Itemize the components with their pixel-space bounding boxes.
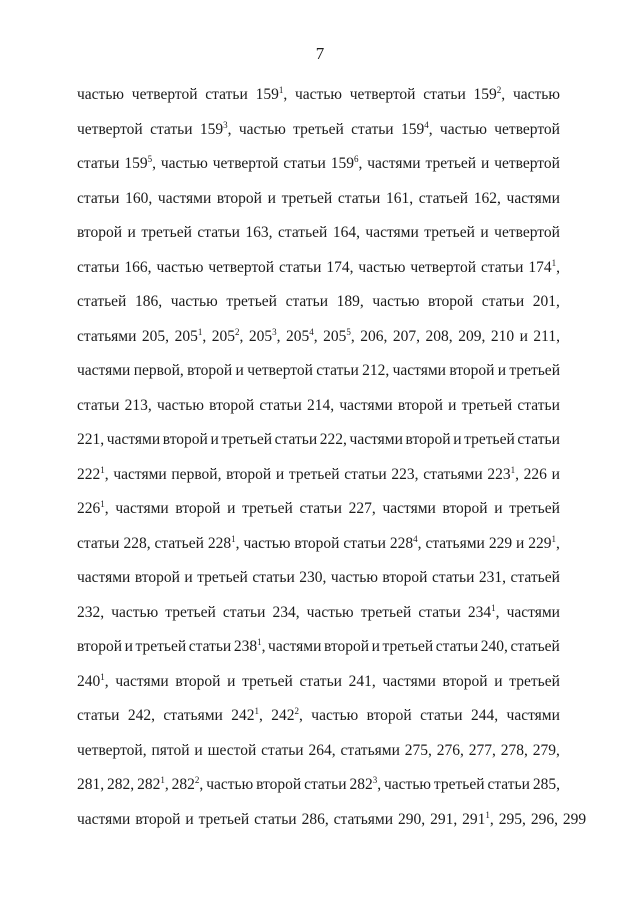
text-word: второй: [226, 465, 272, 483]
text-word: и: [267, 189, 276, 207]
text-word: частями: [115, 500, 169, 517]
text-word: $159^3$,: [199, 119, 232, 138]
text-word: частями: [506, 603, 560, 621]
text-word: статьи: [205, 86, 248, 103]
text-word: статьи: [77, 189, 120, 207]
text-word: $282^1$,: [137, 775, 169, 793]
text-word: статьи: [259, 396, 302, 414]
text-word: статьи: [77, 707, 120, 724]
text-line: [77, 630, 560, 665]
text-word: статьи: [316, 362, 359, 379]
text-word: статьями: [340, 741, 400, 759]
text-word: $159^2$,: [473, 85, 506, 103]
text-word: статьи: [274, 431, 318, 448]
text-word: 221,: [77, 431, 105, 448]
text-word: и: [185, 810, 194, 828]
text-word: 209,: [458, 327, 486, 345]
text-word: $205^1$,: [174, 326, 207, 345]
text-word: второй: [382, 569, 428, 586]
text-word: $282^2$,: [171, 775, 204, 793]
text-line: [77, 768, 560, 803]
text-word: 223,: [391, 465, 419, 483]
page-number: 7: [315, 44, 325, 63]
text-line: [77, 561, 560, 596]
text-word: 264,: [308, 741, 336, 759]
text-line: [77, 182, 560, 217]
text-word: и: [194, 741, 203, 759]
text-word: пятой: [151, 741, 190, 759]
text-word: статьи: [150, 120, 193, 138]
body-text: [77, 78, 587, 837]
text-word: третьей: [382, 638, 434, 655]
text-word: статьи: [517, 431, 560, 448]
text-word: частями: [349, 431, 403, 448]
text-word: статьями: [163, 707, 223, 724]
text-word: 163,: [245, 224, 273, 241]
text-word: второй: [366, 707, 412, 724]
text-word: и: [448, 396, 457, 414]
text-word: статьи: [351, 120, 394, 138]
text-word: 240,: [480, 638, 508, 655]
text-word: $174^1$,: [528, 257, 560, 276]
text-word: $223^1$,: [487, 464, 519, 483]
text-word: статьи: [77, 396, 120, 414]
text-word: 234,: [272, 603, 300, 621]
text-word: второй: [175, 500, 221, 517]
text-word: статьи: [481, 293, 525, 310]
text-word: 210: [490, 327, 515, 345]
text-word: третьей: [288, 465, 340, 483]
text-word: 285,: [532, 776, 560, 793]
text-word: второй: [77, 224, 123, 241]
text-word: 227,: [348, 500, 376, 517]
text-word: 222,: [319, 431, 347, 448]
text-word: третьей: [135, 638, 187, 655]
text-word: 189,: [336, 293, 364, 310]
text-word: четвертой: [131, 86, 198, 103]
text-word: частями: [382, 500, 436, 517]
text-word: и: [235, 362, 244, 379]
text-word: третьей: [425, 155, 477, 172]
text-word: третьей: [424, 224, 475, 241]
text-word: и: [227, 500, 236, 517]
text-word: 207,: [392, 327, 421, 345]
text-word: 186,: [134, 293, 163, 310]
text-word: статьи: [344, 465, 387, 483]
text-word: и: [494, 500, 503, 517]
text-word: статьи: [487, 776, 530, 793]
text-word: второй: [209, 396, 255, 414]
text-word: статьи: [337, 189, 381, 207]
text-line: [77, 216, 560, 251]
text-word: третьей: [141, 224, 192, 241]
text-word: четвертой: [349, 86, 416, 103]
text-word: третьей: [360, 603, 412, 621]
text-word: статьи: [77, 155, 120, 172]
text-word: статьи: [418, 603, 461, 621]
text-word: 282,: [107, 776, 135, 793]
text-word: $229^1$,: [528, 533, 560, 552]
text-word: 162,: [473, 189, 501, 207]
text-word: $282^3$,: [349, 775, 382, 793]
text-word: частями: [382, 672, 436, 690]
text-word: третьей: [165, 603, 216, 621]
text-word: третьей: [281, 189, 333, 207]
text-word: частями: [77, 569, 131, 586]
text-word: второй: [216, 189, 262, 207]
text-word: четвертой: [212, 155, 279, 172]
text-word: частями: [392, 362, 446, 379]
text-word: четвертой: [410, 258, 477, 276]
text-word: 296,: [530, 810, 558, 828]
text-word: $205^5$,: [323, 326, 355, 345]
text-line: [77, 285, 560, 320]
text-word: $228^4$,: [389, 533, 422, 552]
text-word: частью: [311, 707, 359, 724]
text-word: четвертой: [247, 362, 313, 379]
text-word: и: [124, 638, 133, 655]
text-word: второй: [449, 362, 495, 379]
text-line: [77, 78, 560, 113]
text-line: [77, 147, 560, 182]
text-word: 275,: [404, 741, 432, 759]
text-word: $242^1$,: [231, 706, 263, 724]
text-word: второй: [187, 362, 233, 379]
text-word: 281,: [77, 776, 105, 793]
text-word: третьей: [226, 293, 277, 310]
text-word: и: [480, 224, 489, 241]
text-word: 174,: [326, 258, 354, 276]
text-word: частями: [367, 155, 421, 172]
text-word: статьи: [278, 258, 322, 276]
text-word: частью: [160, 155, 208, 172]
text-word: первой,: [171, 465, 222, 483]
text-word: 279,: [532, 741, 560, 759]
text-line: [77, 389, 560, 424]
text-word: и: [371, 638, 380, 655]
text-word: статьи: [261, 741, 304, 759]
text-word: третьей: [461, 396, 513, 414]
text-word: второй: [77, 638, 123, 655]
text-word: и: [516, 534, 525, 552]
text-word: 231,: [478, 569, 507, 586]
text-word: 213,: [124, 396, 152, 414]
text-word: 201,: [532, 293, 560, 310]
text-word: 229: [488, 534, 513, 552]
text-word: частью: [156, 258, 204, 276]
text-word: статьей: [510, 569, 560, 586]
text-word: 164,: [332, 224, 360, 241]
text-word: частью: [439, 120, 487, 138]
text-word: частями: [113, 465, 167, 483]
text-word: $291^1$,: [462, 809, 494, 828]
text-word: третьей: [433, 776, 485, 793]
text-word: четвертой: [494, 155, 560, 172]
text-word: 166,: [124, 258, 152, 276]
text-word: $159^6$,: [330, 154, 363, 172]
text-word: статьей: [77, 293, 127, 310]
text-word: частью: [206, 776, 254, 793]
text-word: статьями: [333, 810, 394, 828]
text-word: статьей: [510, 638, 560, 655]
text-word: $205^4$,: [285, 326, 318, 345]
text-word: 244,: [471, 707, 499, 724]
text-word: 295,: [498, 810, 526, 828]
text-word: статьей: [154, 534, 204, 552]
text-word: статьей: [418, 189, 469, 207]
text-word: 232,: [77, 603, 105, 621]
text-word: 208,: [425, 327, 453, 345]
text-line: [77, 113, 560, 148]
text-word: $222^1$,: [77, 464, 109, 483]
text-word: и: [551, 465, 560, 483]
text-word: и: [497, 362, 507, 379]
text-word: частями: [115, 672, 169, 690]
text-word: частью: [512, 86, 560, 103]
text-word: шестой: [207, 741, 257, 759]
text-word: первой,: [133, 362, 184, 379]
text-word: 211,: [533, 327, 560, 345]
text-word: 299: [562, 810, 587, 828]
text-word: 277,: [468, 741, 496, 759]
text-word: частями: [339, 396, 393, 414]
text-word: 290,: [398, 810, 426, 828]
text-word: $205^2$,: [211, 326, 244, 345]
text-word: статьи: [252, 569, 295, 586]
text-line: [77, 354, 560, 389]
text-word: статьи: [285, 293, 329, 310]
text-word: третьей: [242, 500, 293, 517]
text-word: и: [453, 431, 462, 448]
text-word: $228^1$,: [207, 533, 240, 552]
text-word: четвертой,: [77, 741, 147, 759]
text-line: [77, 320, 560, 355]
text-line: [77, 596, 560, 631]
text-line: [77, 458, 560, 493]
text-line: [77, 423, 560, 458]
text-word: частью: [111, 603, 159, 621]
text-word: статьи: [343, 534, 386, 552]
text-word: частью: [238, 120, 286, 138]
text-word: частью: [243, 534, 291, 552]
text-word: и: [227, 672, 236, 690]
text-word: частями: [268, 638, 322, 655]
text-word: 286,: [301, 810, 329, 828]
text-word: 206,: [360, 327, 388, 345]
text-line: [77, 527, 560, 562]
text-word: частями: [157, 189, 212, 207]
text-word: второй: [442, 672, 488, 690]
text-word: и: [275, 465, 285, 483]
text-word: статьи: [420, 707, 463, 724]
text-word: третьей: [242, 672, 293, 690]
text-word: и: [184, 569, 193, 586]
text-word: 278,: [500, 741, 528, 759]
text-line: [77, 492, 560, 527]
text-word: $159^5$,: [124, 154, 156, 172]
text-word: и: [481, 155, 490, 172]
text-word: второй: [397, 396, 443, 414]
text-word: 214,: [307, 396, 335, 414]
text-word: и: [127, 224, 136, 241]
text-word: статьи: [77, 534, 120, 552]
text-word: четвертой: [77, 120, 143, 138]
text-word: частями: [77, 362, 131, 379]
text-word: частью: [170, 293, 218, 310]
text-word: 230,: [299, 569, 327, 586]
text-word: статьей: [277, 224, 328, 241]
text-word: второй: [442, 500, 488, 517]
text-word: статьями: [77, 327, 137, 345]
text-word: частью: [294, 86, 342, 103]
text-word: частью: [156, 396, 204, 414]
text-word: статьи: [299, 672, 342, 690]
text-word: 242,: [127, 707, 155, 724]
text-word: второй: [323, 638, 370, 655]
text-line: [77, 803, 587, 838]
text-word: частью: [306, 603, 354, 621]
text-word: частью: [330, 569, 378, 586]
text-word: частью: [384, 776, 431, 793]
text-word: статьи: [304, 776, 347, 793]
text-word: статьи: [423, 86, 466, 103]
text-word: второй: [162, 431, 208, 448]
text-word: 228,: [123, 534, 151, 552]
text-word: $159^4$,: [400, 119, 433, 138]
text-word: статьями: [425, 534, 485, 552]
text-word: $240^1$,: [77, 671, 109, 690]
text-word: статьи: [197, 224, 240, 241]
text-word: частью: [358, 258, 406, 276]
text-word: и: [494, 672, 503, 690]
text-word: 205,: [141, 327, 170, 345]
text-word: 212,: [362, 362, 390, 379]
text-word: 226: [523, 465, 547, 483]
text-word: статьями: [423, 465, 483, 483]
text-word: статьи: [299, 500, 342, 517]
text-word: 276,: [436, 741, 464, 759]
text-word: статьи: [188, 638, 232, 655]
text-word: второй: [134, 569, 180, 586]
text-word: третьей: [197, 569, 248, 586]
text-word: четвертой: [208, 258, 275, 276]
text-word: $205^3$,: [248, 326, 281, 345]
text-line: [77, 251, 560, 286]
text-word: третьей: [509, 672, 560, 690]
text-word: третьей: [221, 431, 273, 448]
text-word: 161,: [385, 189, 414, 207]
text-word: второй: [175, 672, 221, 690]
text-word: статьи: [517, 396, 560, 414]
text-word: $234^1$,: [467, 602, 500, 621]
text-word: второй: [256, 776, 302, 793]
text-word: статьи: [431, 569, 475, 586]
text-word: статьи: [435, 638, 479, 655]
text-word: 291,: [430, 810, 458, 828]
text-word: статьи: [77, 258, 120, 276]
text-word: четвертой: [494, 120, 560, 138]
text-word: 160,: [125, 189, 153, 207]
text-word: третьей: [509, 500, 560, 517]
text-word: $238^1$,: [233, 637, 266, 655]
text-word: второй: [428, 293, 474, 310]
text-word: второй: [405, 431, 451, 448]
text-word: и: [210, 431, 219, 448]
text-word: второй: [294, 534, 340, 552]
text-word: частью: [372, 293, 420, 310]
text-word: 241,: [348, 672, 376, 690]
text-line: [77, 699, 560, 734]
text-line: [77, 734, 560, 769]
text-word: частями: [77, 810, 131, 828]
text-word: четвертой: [494, 224, 560, 241]
text-word: $242^2$,: [271, 706, 303, 724]
text-word: третьей: [464, 431, 515, 448]
text-word: частями: [506, 189, 560, 207]
text-word: третьей: [293, 120, 344, 138]
text-word: $226^1$,: [77, 499, 109, 517]
text-line: [77, 665, 560, 700]
text-word: $159^1$,: [255, 85, 288, 103]
text-word: третьей: [509, 362, 560, 379]
text-word: частями: [506, 707, 560, 724]
text-word: третьей: [198, 810, 250, 828]
text-word: и: [519, 327, 528, 345]
text-word: статьи: [283, 155, 326, 172]
text-word: статьи: [222, 603, 266, 621]
text-word: частями: [365, 224, 419, 241]
text-word: второй: [135, 810, 181, 828]
text-word: статьи: [480, 258, 524, 276]
text-word: статьи: [254, 810, 297, 828]
text-word: частями: [106, 431, 161, 448]
text-word: частью: [77, 86, 124, 103]
